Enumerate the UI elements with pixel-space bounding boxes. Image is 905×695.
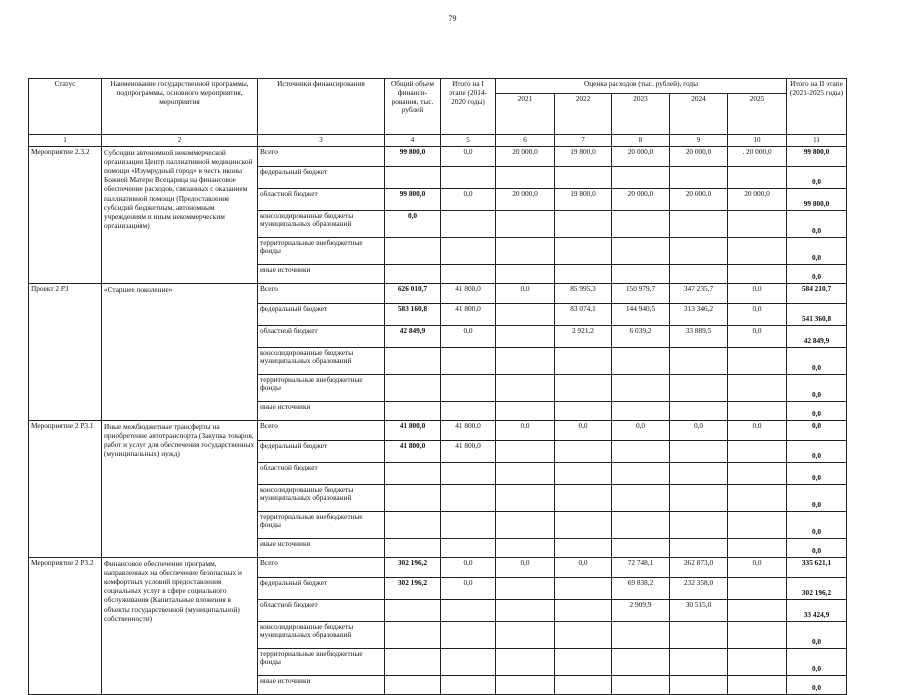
amount-stage1: 0,0 [441, 147, 496, 167]
amount-stage2: 0,0 [787, 347, 847, 374]
amount-y2021 [496, 648, 555, 675]
amount-y2023 [612, 462, 670, 484]
amount-y2022 [555, 374, 612, 401]
amount-y2025: 0,0 [728, 303, 787, 325]
amount-stage1 [441, 237, 496, 264]
amount-y2021: 20 000,0 [496, 147, 555, 167]
amount-y2024 [670, 374, 728, 401]
amount-y2024 [670, 440, 728, 462]
amount-total [385, 675, 441, 695]
funding-source: консолидированные бюджеты муниципальных образований [258, 484, 385, 511]
amount-y2023 [612, 440, 670, 462]
amount-y2024 [670, 264, 728, 284]
amount-y2023: 6 039,2 [612, 325, 670, 347]
col-number: 8 [612, 135, 670, 147]
amount-y2022 [555, 210, 612, 237]
amount-total: 99 800,0 [385, 147, 441, 167]
funding-source: консолидированные бюджеты муниципальных образований [258, 210, 385, 237]
block-status: Мероприятие 2 Р3.1 [29, 421, 102, 558]
funding-source: Всего [258, 147, 385, 167]
amount-total [385, 264, 441, 284]
table-body [29, 147, 847, 695]
amount-total [385, 511, 441, 538]
col-number: 10 [728, 135, 787, 147]
amount-stage1 [441, 675, 496, 695]
amount-y2021 [496, 621, 555, 648]
amount-stage1 [441, 511, 496, 538]
amount-y2024: 30 515,0 [670, 599, 728, 621]
amount-y2021 [496, 237, 555, 264]
amount-y2022 [555, 237, 612, 264]
amount-y2024: 347 235,7 [670, 284, 728, 304]
header-estimate: Оценка расходов (тыс. рублей), годы [496, 79, 787, 94]
funding-source: территориальные внебюджетные фонды [258, 648, 385, 675]
amount-y2025 [728, 484, 787, 511]
funding-source: областной бюджет [258, 325, 385, 347]
amount-y2022 [555, 599, 612, 621]
amount-y2021 [496, 166, 555, 188]
amount-stage2: 0,0 [787, 264, 847, 284]
amount-y2025 [728, 621, 787, 648]
amount-y2022 [555, 462, 612, 484]
amount-y2021 [496, 325, 555, 347]
amount-total [385, 401, 441, 421]
amount-y2023 [612, 237, 670, 264]
amount-y2025 [728, 577, 787, 599]
amount-y2023: 72 748,1 [612, 558, 670, 578]
amount-y2024 [670, 538, 728, 558]
funding-source: Всего [258, 558, 385, 578]
col-number: 2 [102, 135, 258, 147]
header-total: Общий объем финанси-рования, тыс. рублей [385, 79, 441, 135]
amount-y2024 [670, 484, 728, 511]
funding-source: иные источники [258, 401, 385, 421]
amount-y2023: 69 838,2 [612, 577, 670, 599]
amount-y2021 [496, 374, 555, 401]
funding-source: консолидированные бюджеты муниципальных образований [258, 347, 385, 374]
header-sources: Источники финансирования [258, 79, 385, 135]
financing-table [28, 78, 847, 695]
amount-y2023 [612, 166, 670, 188]
amount-total [385, 599, 441, 621]
col-number: 4 [385, 135, 441, 147]
amount-stage2: 99 800,0 [787, 188, 847, 210]
amount-total [385, 484, 441, 511]
amount-y2025: 0,0 [728, 284, 787, 304]
amount-stage2: 0,0 [787, 210, 847, 237]
amount-y2021 [496, 440, 555, 462]
funding-source: территориальные внебюджетные фонды [258, 511, 385, 538]
amount-y2023: 20 000,0 [612, 188, 670, 210]
amount-y2022 [555, 577, 612, 599]
amount-y2022: 19 800,0 [555, 188, 612, 210]
amount-y2023 [612, 648, 670, 675]
amount-y2024 [670, 166, 728, 188]
funding-source: Всего [258, 284, 385, 304]
amount-y2021 [496, 577, 555, 599]
amount-y2023 [612, 621, 670, 648]
amount-y2022: 19 800,0 [555, 147, 612, 167]
amount-y2025 [728, 599, 787, 621]
block-name: «Старшее поколение» [102, 284, 258, 421]
amount-stage2: 541 360,8 [787, 303, 847, 325]
table-row [29, 284, 847, 304]
amount-stage1: 0,0 [441, 188, 496, 210]
amount-stage1 [441, 484, 496, 511]
amount-y2023: 144 940,5 [612, 303, 670, 325]
block-name: Финансовое обеспечение программ, направленных на обеспечение безопасных и комфортных условий предоставления социальных услуг в сфере социального обслуживания (Капитальные вложения в объекты государственной (муниципальной) собственности) [102, 558, 258, 695]
amount-stage2: 42 849,9 [787, 325, 847, 347]
amount-y2022: 0,0 [555, 421, 612, 441]
amount-y2024: 313 346,2 [670, 303, 728, 325]
amount-y2025 [728, 675, 787, 695]
amount-y2024 [670, 210, 728, 237]
amount-total: 41 800,0 [385, 440, 441, 462]
amount-stage2: 99 800,0 [787, 147, 847, 167]
header-status: Статус [29, 79, 102, 135]
amount-y2023 [612, 401, 670, 421]
amount-stage2: 0,0 [787, 538, 847, 558]
amount-y2021 [496, 303, 555, 325]
amount-y2025 [728, 210, 787, 237]
col-number: 1 [29, 135, 102, 147]
amount-stage1: 0,0 [441, 577, 496, 599]
amount-y2023 [612, 511, 670, 538]
funding-source: областной бюджет [258, 188, 385, 210]
funding-source: иные источники [258, 538, 385, 558]
funding-source: иные источники [258, 264, 385, 284]
amount-y2021 [496, 264, 555, 284]
amount-y2024: 20 000,0 [670, 188, 728, 210]
amount-y2023: 20 000,0 [612, 147, 670, 167]
amount-y2024: 33 889,5 [670, 325, 728, 347]
amount-stage1 [441, 599, 496, 621]
amount-y2024 [670, 462, 728, 484]
funding-source: иные источники [258, 675, 385, 695]
amount-stage2: 0,0 [787, 401, 847, 421]
amount-total: 583 160,8 [385, 303, 441, 325]
amount-y2022 [555, 621, 612, 648]
amount-y2023: 2 909,9 [612, 599, 670, 621]
amount-stage2: 0,0 [787, 166, 847, 188]
col-number: 6 [496, 135, 555, 147]
funding-source: Всего [258, 421, 385, 441]
amount-total: 0,0 [385, 210, 441, 237]
amount-y2024 [670, 237, 728, 264]
block-name: Субсидии автономной некоммерческой организации Центр паллиативной медицинской помощи «Изумрудный город» в честь иконы Божией Матери Всецарица на финансовое обеспечение расходов, связанных с оказанием паллиативной помощи (Предоставление субсидий бюджетным, автономным учреждениям и иным некоммерческим организациям) [102, 147, 258, 284]
amount-y2024 [670, 675, 728, 695]
amount-stage1: 0,0 [441, 325, 496, 347]
amount-stage1 [441, 210, 496, 237]
amount-y2022 [555, 347, 612, 374]
amount-y2024: 262 873,0 [670, 558, 728, 578]
header-name: Наименование государственной программы, подпрограммы, основного мероприятия, мероприятия [102, 79, 258, 135]
amount-stage1: 41 800,0 [441, 284, 496, 304]
block-status: Мероприятие 2 Р3.2 [29, 558, 102, 695]
amount-stage2: 302 196,2 [787, 577, 847, 599]
amount-y2021: 0,0 [496, 558, 555, 578]
amount-y2025: 0,0 [728, 558, 787, 578]
amount-total: 302 196,2 [385, 558, 441, 578]
col-number: 5 [441, 135, 496, 147]
amount-y2021: 0,0 [496, 284, 555, 304]
amount-stage2: 33 424,9 [787, 599, 847, 621]
amount-y2021 [496, 675, 555, 695]
amount-stage2: 0,0 [787, 675, 847, 695]
col-number: 3 [258, 135, 385, 147]
amount-y2025 [728, 511, 787, 538]
amount-y2022: 85 995,3 [555, 284, 612, 304]
amount-total [385, 166, 441, 188]
amount-stage1 [441, 462, 496, 484]
page-number: 79 [448, 14, 457, 23]
amount-y2024 [670, 347, 728, 374]
amount-total [385, 237, 441, 264]
amount-y2022 [555, 511, 612, 538]
amount-y2025 [728, 264, 787, 284]
amount-total: 99 800,0 [385, 188, 441, 210]
amount-y2023: 0,0 [612, 421, 670, 441]
amount-y2021 [496, 347, 555, 374]
header-year-2022: 2022 [555, 94, 612, 135]
funding-source: консолидированные бюджеты муниципальных образований [258, 621, 385, 648]
amount-stage2: 0,0 [787, 484, 847, 511]
amount-y2022 [555, 675, 612, 695]
header-stage1: Итого на I этапе (2014-2020 годы) [441, 79, 496, 135]
funding-source: территориальные внебюджетные фонды [258, 374, 385, 401]
amount-y2025 [728, 166, 787, 188]
block-status: Проект 2 Р3 [29, 284, 102, 421]
amount-stage1 [441, 648, 496, 675]
amount-y2021: 20 000,0 [496, 188, 555, 210]
funding-source: федеральный бюджет [258, 303, 385, 325]
funding-source: федеральный бюджет [258, 577, 385, 599]
column-numbers-row [29, 135, 847, 147]
amount-y2025: 0,0 [728, 325, 787, 347]
amount-y2025 [728, 538, 787, 558]
amount-stage2: 0,0 [787, 511, 847, 538]
header-year-2024: 2024 [670, 94, 728, 135]
amount-stage1 [441, 401, 496, 421]
funding-source: территориальные внебюджетные фонды [258, 237, 385, 264]
amount-y2022: 0,0 [555, 558, 612, 578]
amount-total: 302 196,2 [385, 577, 441, 599]
amount-y2025 [728, 401, 787, 421]
amount-y2022 [555, 648, 612, 675]
amount-y2024 [670, 621, 728, 648]
amount-stage1 [441, 264, 496, 284]
amount-y2023 [612, 347, 670, 374]
amount-stage2: 0,0 [787, 621, 847, 648]
amount-y2023 [612, 538, 670, 558]
amount-stage2: 584 210,7 [787, 284, 847, 304]
amount-stage1 [441, 166, 496, 188]
amount-y2024 [670, 511, 728, 538]
amount-stage1: 41 800,0 [441, 421, 496, 441]
amount-y2023 [612, 210, 670, 237]
amount-stage2: 0,0 [787, 440, 847, 462]
amount-y2021: 0,0 [496, 421, 555, 441]
table-row [29, 558, 847, 578]
amount-y2025: . 20 000,0 [728, 147, 787, 167]
table-header [29, 79, 847, 147]
amount-y2025 [728, 347, 787, 374]
amount-stage1: 41 800,0 [441, 303, 496, 325]
amount-y2021 [496, 462, 555, 484]
amount-y2025 [728, 374, 787, 401]
amount-y2022 [555, 538, 612, 558]
col-number: 9 [670, 135, 728, 147]
amount-stage2: 0,0 [787, 648, 847, 675]
amount-y2025 [728, 462, 787, 484]
amount-y2024 [670, 648, 728, 675]
col-number: 7 [555, 135, 612, 147]
col-number: 11 [787, 135, 847, 147]
amount-total: 626 010,7 [385, 284, 441, 304]
amount-total [385, 462, 441, 484]
amount-y2023: 150 979,7 [612, 284, 670, 304]
table-row [29, 147, 847, 167]
amount-total: 41 800,0 [385, 421, 441, 441]
amount-y2022 [555, 166, 612, 188]
amount-total: 42 849,9 [385, 325, 441, 347]
amount-y2023 [612, 675, 670, 695]
amount-y2022 [555, 401, 612, 421]
funding-source: федеральный бюджет [258, 440, 385, 462]
amount-y2023 [612, 374, 670, 401]
amount-y2025 [728, 237, 787, 264]
amount-y2022: 2 921,2 [555, 325, 612, 347]
amount-stage2: 0,0 [787, 421, 847, 441]
amount-stage2: 0,0 [787, 374, 847, 401]
amount-y2024: 0,0 [670, 421, 728, 441]
block-name: Иные межбюджетные трансферты на приобретение автотранспорта (Закупка товаров, работ и услуг для обеспечения государственных (муниципальных) нужд) [102, 421, 258, 558]
amount-total [385, 538, 441, 558]
amount-y2025: 0,0 [728, 421, 787, 441]
amount-stage2: 335 621,1 [787, 558, 847, 578]
header-year-2025: 2025 [728, 94, 787, 135]
amount-stage2: 0,0 [787, 237, 847, 264]
amount-y2021 [496, 401, 555, 421]
amount-y2022: 83 074,1 [555, 303, 612, 325]
amount-y2025 [728, 440, 787, 462]
amount-y2022 [555, 484, 612, 511]
amount-y2021 [496, 599, 555, 621]
amount-total [385, 347, 441, 374]
amount-y2025: 20 000,0 [728, 188, 787, 210]
amount-total [385, 648, 441, 675]
amount-stage1 [441, 621, 496, 648]
amount-y2021 [496, 511, 555, 538]
amount-stage1: 41 800,0 [441, 440, 496, 462]
amount-total [385, 621, 441, 648]
amount-stage1 [441, 374, 496, 401]
amount-y2022 [555, 264, 612, 284]
amount-y2021 [496, 484, 555, 511]
amount-y2024: 232 358,0 [670, 577, 728, 599]
funding-source: областной бюджет [258, 462, 385, 484]
amount-y2024 [670, 401, 728, 421]
header-year-2021: 2021 [496, 94, 555, 135]
amount-y2025 [728, 648, 787, 675]
amount-stage1 [441, 538, 496, 558]
amount-y2022 [555, 440, 612, 462]
funding-source: областной бюджет [258, 599, 385, 621]
amount-y2024: 20 000,0 [670, 147, 728, 167]
block-status: Мероприятие 2.3.2 [29, 147, 102, 284]
funding-source: федеральный бюджет [258, 166, 385, 188]
amount-stage2: 0,0 [787, 462, 847, 484]
amount-total [385, 374, 441, 401]
amount-y2021 [496, 210, 555, 237]
table-row [29, 421, 847, 441]
header-year-2023: 2023 [612, 94, 670, 135]
header-stage2: Итого на II этапе (2021-2025 годы) [787, 79, 847, 135]
amount-y2023 [612, 484, 670, 511]
amount-stage1: 0,0 [441, 558, 496, 578]
amount-stage1 [441, 347, 496, 374]
amount-y2021 [496, 538, 555, 558]
amount-y2023 [612, 264, 670, 284]
